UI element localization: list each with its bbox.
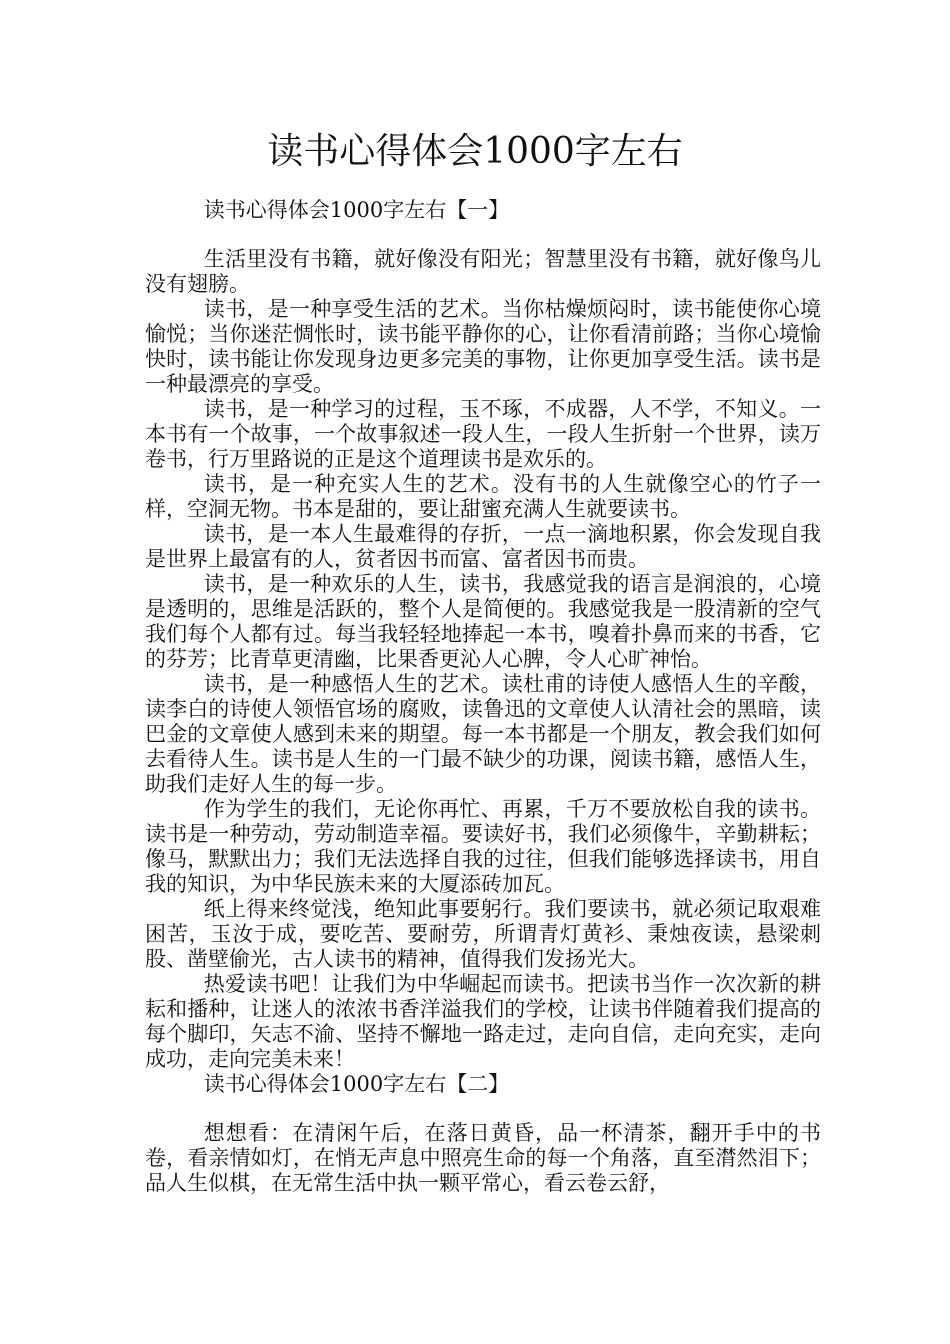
- section-heading-1: 读书心得体会1000字左右【一】: [203, 198, 510, 222]
- paragraph: 生活里没有书籍，就好像没有阳光；智慧里没有书籍，就好像鸟儿没有翅膀。: [145, 247, 821, 296]
- paragraph: 作为学生的我们，无论你再忙、再累，千万不要放松自我的读书。读书是一种劳动，劳动制造幸福。要读好书，我们必须像牛，辛勤耕耘；像马，默默出力；我们无法选择自我的过往，但我们能够选择读书，用自我的知识，为中华民族未来的大厦添砖加瓦。: [145, 797, 821, 896]
- paragraph: 读书，是一本人生最难得的存折，一点一滴地积累，你会发现自我是世界上最富有的人，贫者因书而富、富者因书而贵。: [145, 522, 821, 571]
- paragraph: 想想看：在清闲午后，在落日黄昏，品一杯清茶，翻开手中的书卷，看亲情如灯，在悄无声息中照亮生命的每一个角落，直至潸然泪下；品人生似棋，在无常生活中执一颗平常心，看云卷云舒，: [145, 1121, 821, 1195]
- section-2-body: [145, 1121, 821, 1196]
- paragraph: 读书，是一种欢乐的人生，读书，我感觉我的语言是润浪的，心境是透明的，思维是活跃的，整个人是简便的。我感觉我是一股清新的空气我们每个人都有过。每当我轻轻地捧起一本书，嗅着扑鼻而来的书香，它的芬芳；比青草更清幽，比果香更沁人心脾，令人心旷神怡。: [145, 572, 821, 671]
- paragraph: 读书，是一种享受生活的艺术。当你枯燥烦闷时，读书能使你心境愉悦；当你迷茫惆怅时，读书能平静你的心，让你看清前路；当你心境愉快时，读书能让你发现身边更多完美的事物，让你更加享受生活。读书是一种最漂亮的享受。: [145, 297, 821, 396]
- section-heading-2: 读书心得体会1000字左右【二】: [203, 1072, 510, 1096]
- paragraph: 读书，是一种感悟人生的艺术。读杜甫的诗使人感悟人生的辛酸，读李白的诗使人领悟官场的腐败，读鲁迅的文章使人认清社会的黑暗，读巴金的文章使人感到未来的期望。每一本书都是一个朋友，教会我们如何去看待人生。读书是人生的一门最不缺少的功课，阅读书籍，感悟人生，助我们走好人生的每一步。: [145, 672, 821, 796]
- paragraph: 读书，是一种学习的过程，玉不琢，不成器，人不学，不知义。一本书有一个故事，一个故事叙述一段人生，一段人生折射一个世界，读万卷书，行万里路说的正是这个道理读书是欢乐的。: [145, 397, 821, 471]
- section-1-body: [145, 247, 821, 1072]
- paragraph: 热爱读书吧！让我们为中华崛起而读书。把读书当作一次次新的耕耘和播种，让迷人的浓浓书香洋溢我们的学校，让读书伴随着我们提高的每个脚印，矢志不渝、坚持不懈地一路走过，走向自信，走向充实，走向成功，走向完美未来！: [145, 972, 821, 1071]
- paragraph: 读书，是一种充实人生的艺术。没有书的人生就像空心的竹子一样，空洞无物。书本是甜的，要让甜蜜充满人生就要读书。: [145, 472, 821, 521]
- document-title: 读书心得体会1000字左右: [267, 131, 683, 172]
- document-body: [145, 198, 821, 1196]
- paragraph: 纸上得来终觉浅，绝知此事要躬行。我们要读书，就必须记取艰难困苦，玉汝于成，要吃苦、要耐劳，所谓青灯黄衫、秉烛夜读，悬梁刺股、凿壁偷光，古人读书的精神，值得我们发扬光大。: [145, 897, 821, 971]
